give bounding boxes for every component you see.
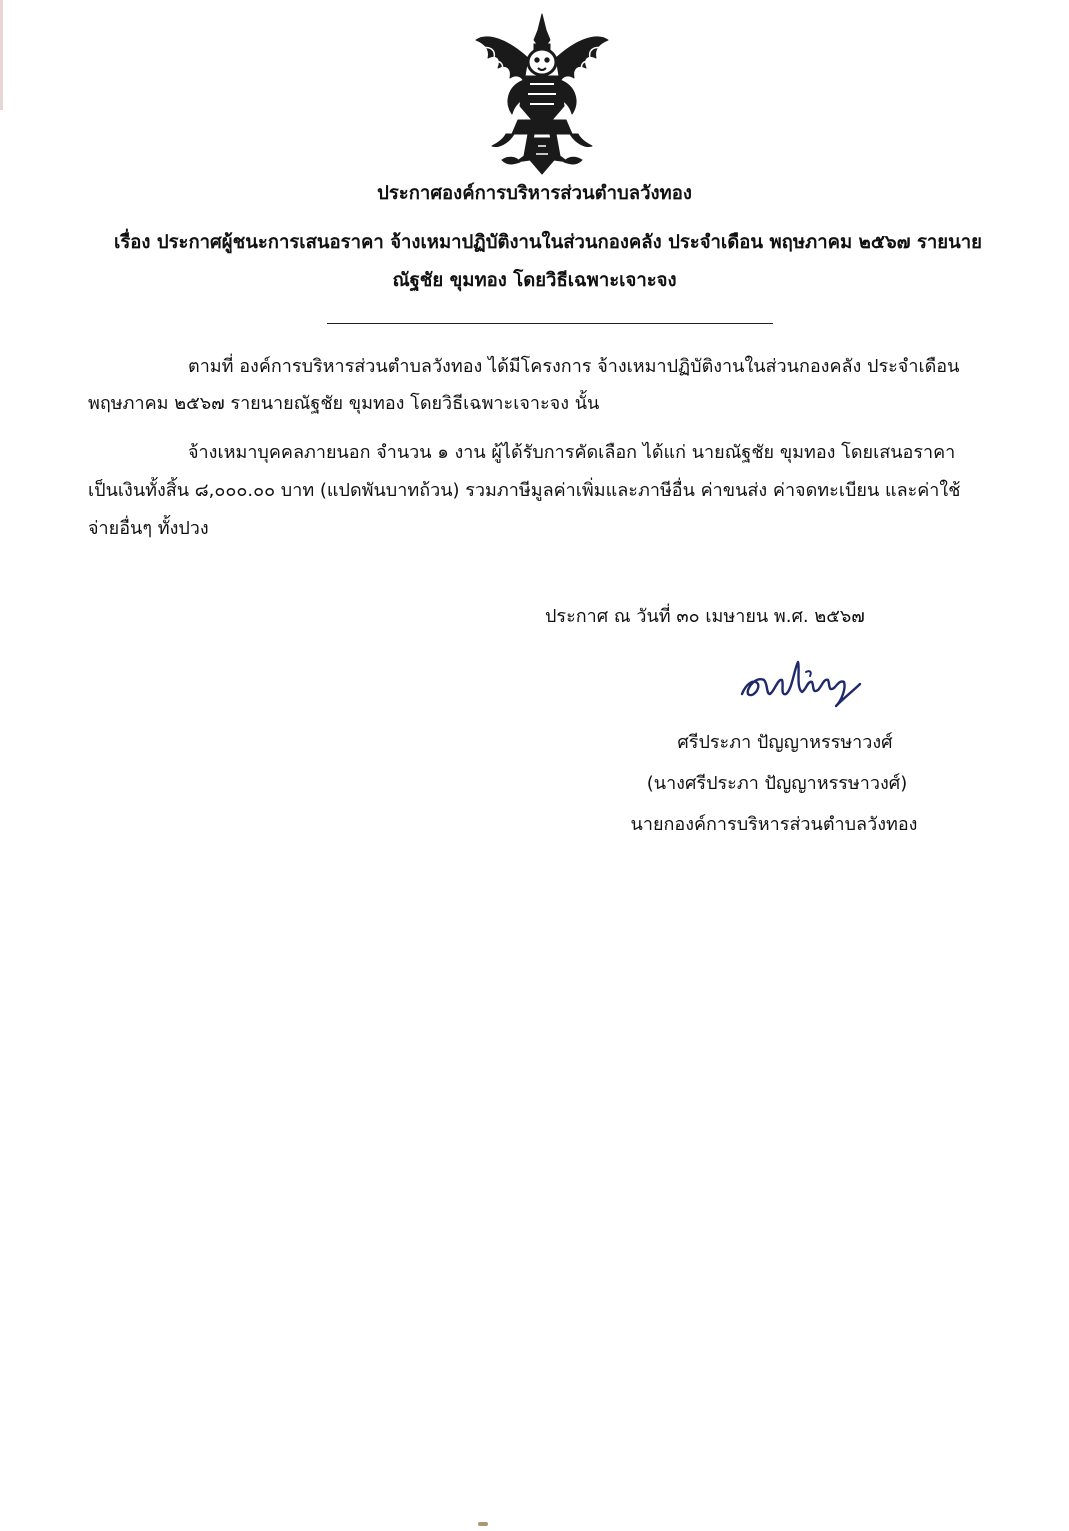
handwritten-signature	[736, 654, 866, 708]
announcement-subject-line-2: ณัฐชัย ขุมทอง โดยวิธีเฉพาะเจาะจง	[392, 270, 677, 291]
page-bottom-mark	[478, 1522, 488, 1526]
paragraph-2-line-2: เป็นเงินทั้งสิ้น ๘,๐๐๐.๐๐ บาท (แปดพันบาทถ้วน) รวมภาษีมูลค่าเพิ่มและภาษีอื่น ค่าขนส่ง ค่าจดทะเบียน และค่าใช้	[88, 480, 961, 501]
paragraph-1-line-1: ตามที่ องค์การบริหารส่วนตำบลวังทอง ได้มีโครงการ จ้างเหมาปฏิบัติงานในส่วนกองคลัง ประจำเดือน	[188, 356, 960, 377]
page-edge-mark	[0, 0, 3, 110]
title-divider	[327, 323, 773, 324]
paragraph-1-line-2: พฤษภาคม ๒๕๖๗ รายนายณัฐชัย ขุมทอง โดยวิธีเฉพาะเจาะจง นั้น	[88, 393, 600, 414]
paragraph-2-line-3: จ่ายอื่นๆ ทั้งปวง	[88, 518, 209, 539]
announcement-subject-line-1: เรื่อง ประกาศผู้ชนะการเสนอราคา จ้างเหมาปฏิบัติงานในส่วนกองคลัง ประจำเดือน พฤษภาคม ๒๕๖๗ รายนาย	[114, 232, 982, 253]
signatory-name: ศรีประภา ปัญญาหรรษาวงศ์	[677, 732, 893, 753]
garuda-emblem-icon	[468, 10, 616, 178]
signatory-full-name: (นางศรีประภา ปัญญาหรรษาวงศ์)	[646, 773, 908, 794]
announcement-date: ประกาศ ณ วันที่ ๓๐ เมษายน พ.ศ. ๒๕๖๗	[545, 606, 865, 627]
signatory-position: นายกองค์การบริหารส่วนตำบลวังทอง	[630, 814, 918, 835]
announcement-title: ประกาศองค์การบริหารส่วนตำบลวังทอง	[377, 183, 692, 204]
paragraph-2-line-1: จ้างเหมาบุคคลภายนอก จำนวน ๑ งาน ผู้ได้รับการคัดเลือก ได้แก่ นายณัฐชัย ขุมทอง โดยเสนอราคา	[188, 442, 956, 463]
